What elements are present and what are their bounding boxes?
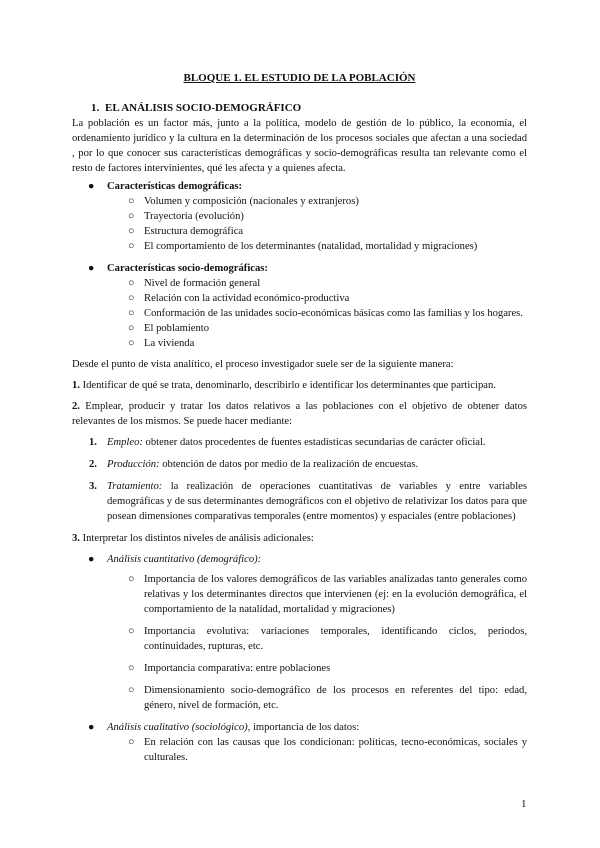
- intro-paragraph: La población es un factor más, junto a la política, modelo de gestión de lo público, la economía, el ordenamiento jurídico y la cultura en la determinación de los procesos sociales que afectan a una sociedad , por lo que conocer sus características demográficas y socio-demográficas resulta tan relevante como el resto de factores intervinientes, qué les afecta y a quienes afecta.: [72, 118, 527, 175]
- list-item-text: Importancia comparativa: entre poblaciones: [144, 663, 331, 675]
- list-item: [72, 457, 527, 472]
- item-number: 1.: [89, 436, 97, 448]
- list-item: [72, 624, 527, 654]
- list-item: [72, 209, 527, 224]
- qualitative-rest: importancia de los datos:: [250, 722, 360, 734]
- hollow-bullet: ○: [128, 211, 135, 223]
- hollow-bullet: ○: [128, 626, 135, 638]
- hollow-bullet: ○: [128, 241, 135, 253]
- list-item-text: La vivienda: [144, 337, 195, 349]
- hollow-bullet: ○: [128, 737, 135, 749]
- list-item-text: El comportamiento de los determinantes (natalidad, mortalidad y migraciones): [144, 241, 478, 253]
- list-item-text: Relación con la actividad económico-productiva: [144, 292, 350, 304]
- quantitative-heading: [72, 552, 527, 567]
- item-term: Producción:: [107, 458, 160, 470]
- list-item-text: En relación con las causas que los condicionan: políticas, tecno-económicas, sociales y culturales.: [144, 737, 527, 764]
- item-text: la realización de operaciones cuantitativas de variables y entre variables demográficas y de sus determinantes demográficos con el objetivo de relativizar los datos para que posean dimensiones comparativas temporales (entre momentos) y espaciales (entre poblaciones): [107, 480, 527, 522]
- item-text: obtención de datos por medio de la realización de encuestas.: [162, 458, 419, 470]
- hollow-bullet: ○: [128, 685, 135, 697]
- step-2-list: [72, 435, 527, 524]
- list-item-text: Dimensionamiento socio-demográfico de los procesos en referentes del tipo: edad, género, nivel de formación, etc.: [144, 685, 527, 712]
- hollow-bullet: ○: [128, 307, 135, 319]
- list-item: [72, 479, 527, 524]
- list-item-text: Conformación de las unidades socio-económicas básicas como las familias y los hogares.: [144, 307, 523, 319]
- step-number: 1.: [72, 379, 80, 391]
- list-item: [72, 661, 527, 676]
- list-item-text: El poblamiento: [144, 322, 210, 334]
- socio-demographic-heading: [72, 261, 527, 276]
- item-number: 2.: [89, 458, 97, 470]
- socio-demographic-list: [72, 276, 527, 351]
- hollow-bullet: ○: [128, 226, 135, 238]
- list-item-text: Estructura demográfica: [144, 226, 244, 238]
- list-item: [72, 435, 527, 450]
- list-item: [72, 735, 527, 765]
- list-item: [72, 336, 527, 351]
- item-number: 3.: [89, 480, 97, 492]
- list-item: [72, 194, 527, 209]
- filled-bullet: ●: [88, 181, 95, 193]
- section-title: EL ANÁLISIS SOCIO-DEMOGRÁFICO: [105, 101, 302, 114]
- quantitative-list: [72, 572, 527, 713]
- demographic-label: Características demográficas:: [107, 181, 243, 193]
- demographic-heading: [72, 179, 527, 194]
- section-number: 1.: [91, 101, 100, 114]
- hollow-bullet: ○: [128, 574, 135, 586]
- step-3: [72, 531, 527, 546]
- section-heading: [91, 101, 527, 117]
- list-item: [72, 572, 527, 617]
- list-item: [72, 276, 527, 291]
- list-item: [72, 321, 527, 336]
- step-1: [72, 378, 527, 393]
- item-term: Empleo:: [107, 436, 143, 448]
- page-number: 1: [521, 798, 527, 810]
- list-item: [72, 224, 527, 239]
- filled-bullet: ●: [88, 262, 95, 274]
- list-item: [72, 239, 527, 254]
- socio-demographic-label: Características socio-demográficas:: [107, 262, 268, 274]
- item-text: obtener datos procedentes de fuentes estadísticas secundarias de carácter oficial.: [145, 436, 486, 448]
- list-item: [72, 291, 527, 306]
- step-number: 2.: [72, 400, 80, 412]
- step-text: Identificar de qué se trata, denominarlo, describirlo e identificar los determinantes que participan.: [82, 379, 496, 391]
- qualitative-list: [72, 735, 527, 765]
- step-number: 3.: [72, 532, 80, 544]
- list-item-text: Trayectoria (evolución): [144, 211, 244, 223]
- filled-bullet: ●: [88, 722, 95, 734]
- qualitative-label: Análisis cualitativo (sociológico),: [107, 722, 251, 734]
- list-item-text: Nivel de formación general: [144, 277, 261, 289]
- document-title: BLOQUE 1. EL ESTUDIO DE LA POBLACIÓN: [183, 72, 416, 84]
- qualitative-heading: [72, 720, 527, 735]
- list-item-text: Volumen y composición (nacionales y extranjeros): [144, 196, 359, 208]
- filled-bullet: ●: [88, 554, 95, 565]
- hollow-bullet: ○: [128, 322, 135, 334]
- hollow-bullet: ○: [128, 292, 135, 304]
- step-text: Interpretar los distintos niveles de análisis adicionales:: [82, 532, 314, 544]
- step-text: Emplear, producir y tratar los datos relativos a las poblaciones con el objetivo de obtener datos relevantes de los mismos. Se puede hacer mediante:: [72, 400, 527, 427]
- quantitative-label: Análisis cuantitativo (demográfico):: [107, 554, 262, 565]
- list-item: [72, 683, 527, 713]
- hollow-bullet: ○: [128, 277, 135, 289]
- hollow-bullet: ○: [128, 663, 135, 675]
- list-item-text: Importancia evolutiva: variaciones temporales, identificando ciclos, periodos, continuidades, rupturas, etc.: [144, 626, 527, 653]
- demographic-list: [72, 194, 527, 254]
- document-page: [72, 66, 527, 765]
- process-intro: Desde el punto de vista analítico, el proceso investigador suele ser de la siguiente manera:: [72, 358, 454, 370]
- step-2: [72, 399, 527, 429]
- item-term: Tratamiento:: [107, 480, 163, 492]
- hollow-bullet: ○: [128, 337, 135, 349]
- hollow-bullet: ○: [128, 196, 135, 208]
- list-item-text: Importancia de los valores demográficos de las variables analizadas tanto generales como relativas y los determinantes directos que intervienen (ej: en la evolución demográfica, el comportamiento de la natalidad, mortalidad y migraciones): [144, 574, 527, 616]
- list-item: [72, 306, 527, 321]
